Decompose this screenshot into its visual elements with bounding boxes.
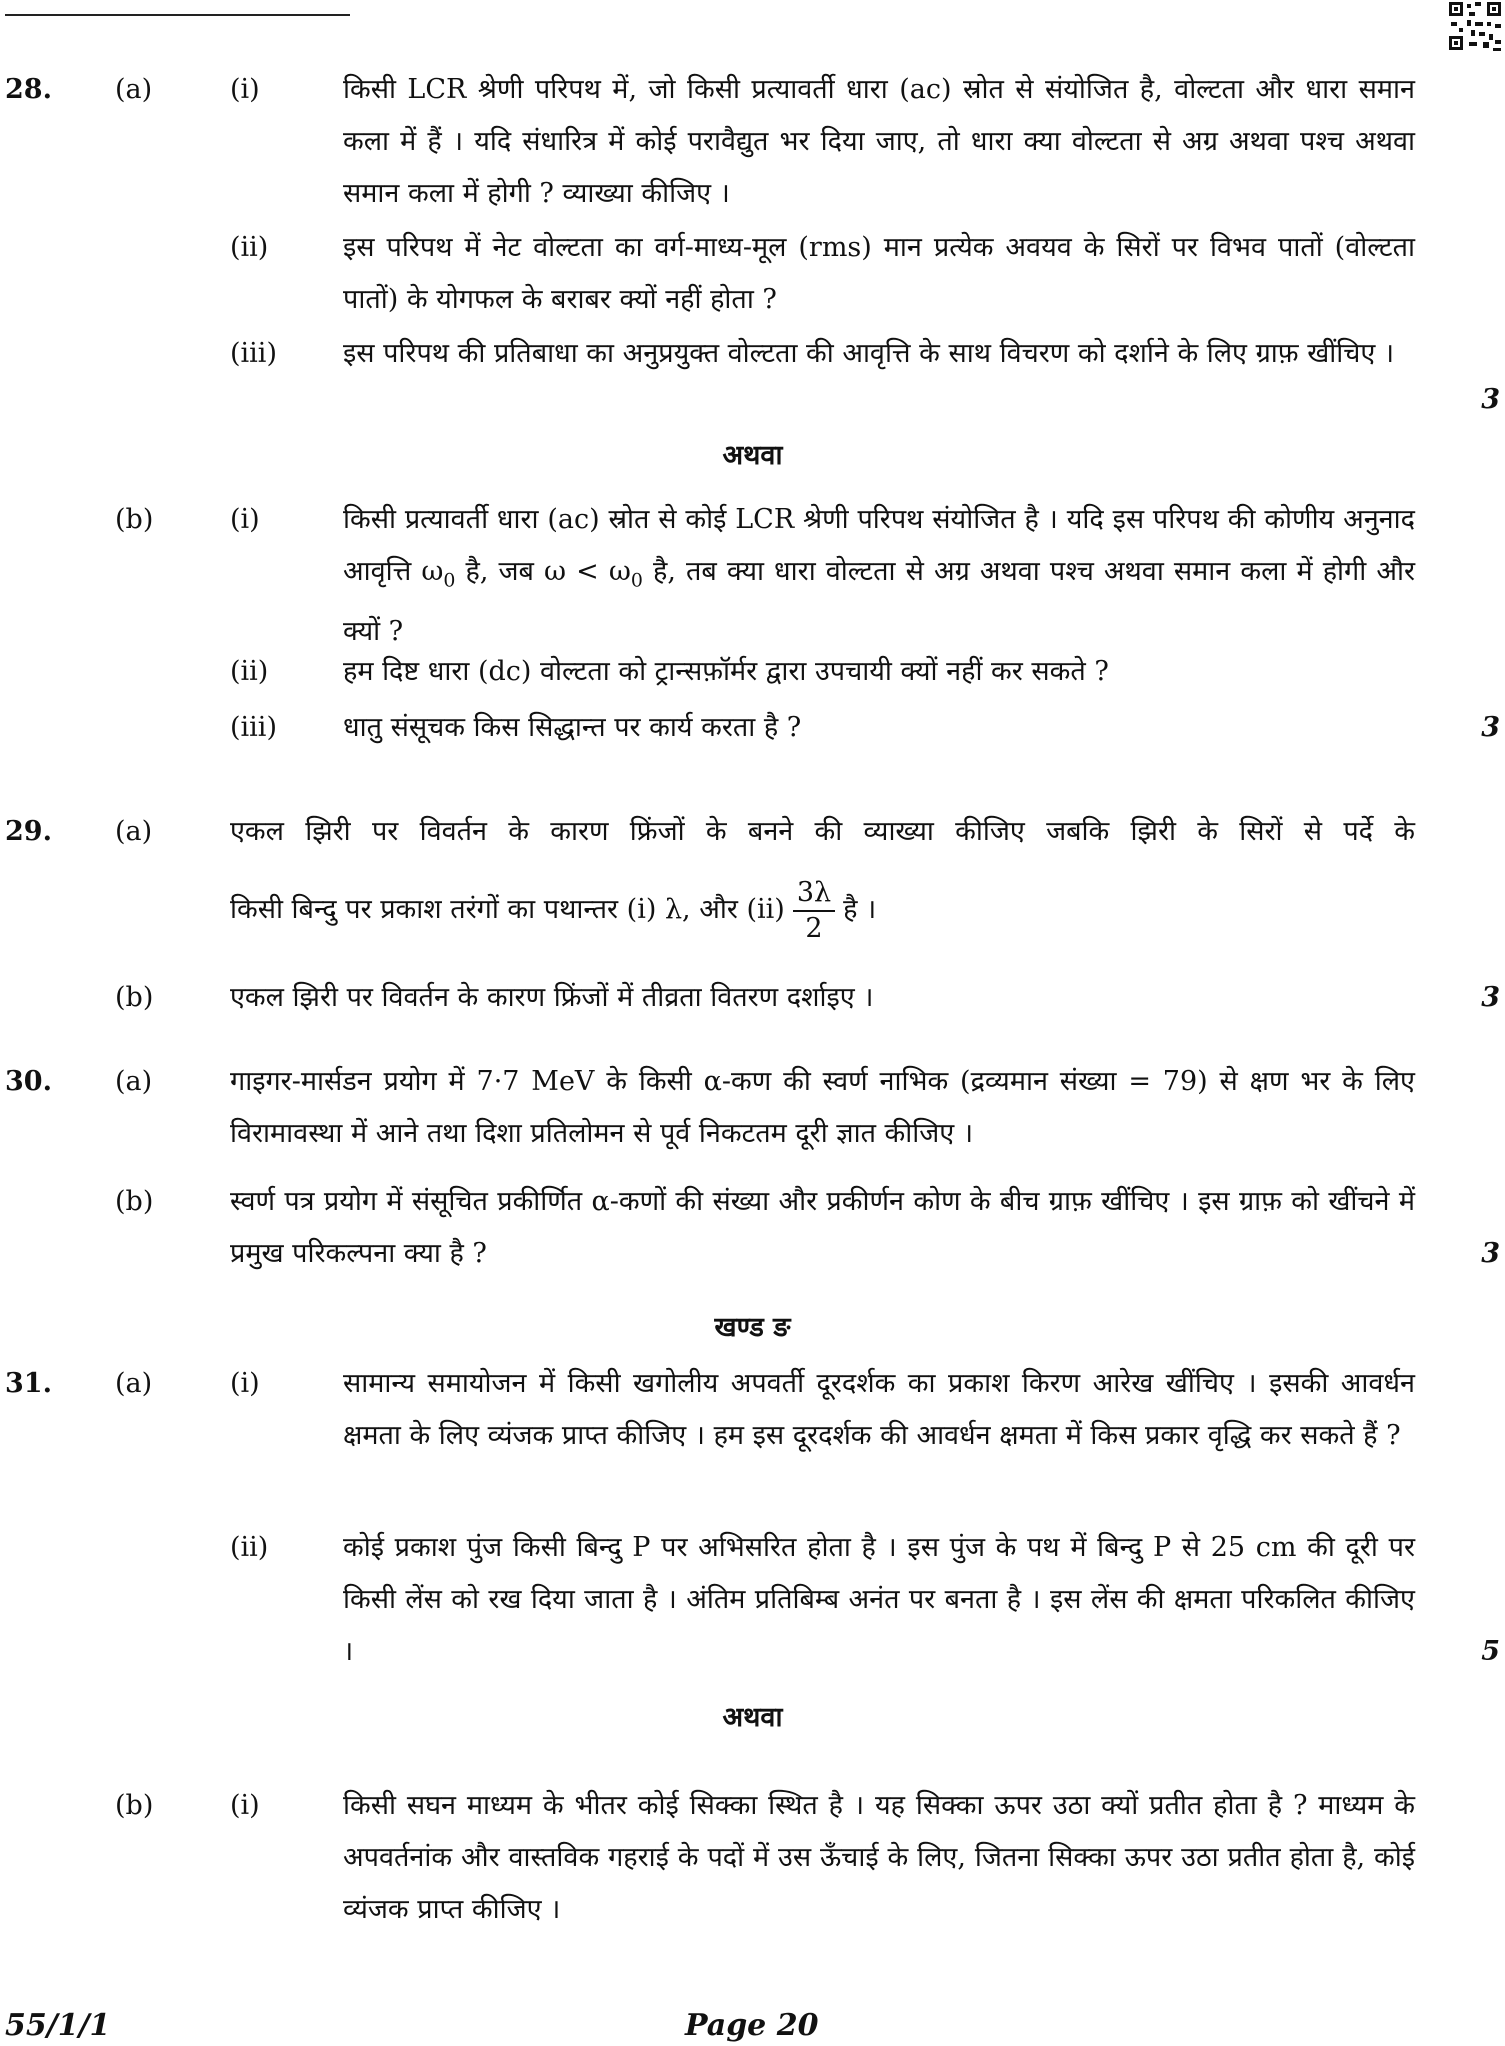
top-rule [5, 14, 350, 16]
marks-q29: 3 [1481, 982, 1500, 1013]
q28-a-iii-text: इस परिपथ की प्रतिबाधा का अनुप्रयुक्त वोल्टता की आवृत्ति के साथ विचरण को दर्शाने के लिए ग्राफ़ खींचिए । [343, 338, 1395, 369]
q30-a-text: गाइगर-मार्सडन प्रयोग में 7·7 MeV के किसी α-कण की स्वर्ण नाभिक (द्रव्यमान संख्या = 79) से क्षण भर के लिए विरामावस्था में आने तथा दिशा प्रतिलोमन से पूर्व निकटतम दूरी ज्ञात कीजिए । [230, 1066, 1415, 1149]
or-separator: अथवा [722, 440, 783, 471]
part-label-b: (b) [115, 982, 154, 1013]
question-number-31: 31. [5, 1368, 52, 1399]
part-label-b: (b) [115, 1186, 154, 1217]
marks-q28-b: 3 [1481, 712, 1500, 743]
section-heading: खण्ड ङ [714, 1312, 791, 1343]
q28-b-i-text: किसी प्रत्यावर्ती धारा (ac) स्रोत से कोई LCR श्रेणी परिपथ संयोजित है । यदि इस परिपथ की कोणीय अनुनाद आवृत्ति $\omega_0$ है, जब $\omega < \omega_0$ है, तब क्या धारा वोल्टता से अग्र अथवा पश्च अथवा समान कला में होगी और क्यों ? [343, 504, 1415, 648]
part-label-a: (a) [115, 74, 153, 105]
subpart-label-iii: (iii) [230, 712, 277, 743]
q28-a-ii-text: इस परिपथ में नेट वोल्टता का वर्ग-माध्य-मूल (rms) मान प्रत्येक अवयव के सिरों पर विभव पातों (वोल्टता पातों) के योगफल के बराबर क्यों नहीं होता ? [343, 232, 1415, 315]
subpart-label-i: (i) [230, 1368, 260, 1399]
subpart-label-ii: (ii) [230, 1532, 269, 1563]
part-label-a: (a) [115, 816, 153, 847]
q31-a-ii-text: कोई प्रकाश पुंज किसी बिन्दु P पर अभिसरित होता है । इस पुंज के पथ में बिन्दु P से 25 cm की दूरी पर किसी लेंस को रख दिया जाता है । अंतिम प्रतिबिम्ब अनंत पर बनता है । इस लेंस की क्षमता परिकलित कीजिए । [343, 1532, 1415, 1667]
q31-a-i-text: सामान्य समायोजन में किसी खगोलीय अपवर्ती दूरदर्शक का प्रकाश किरण आरेख खींचिए । इसकी आवर्धन क्षमता के लिए व्यंजक प्राप्त कीजिए । हम इस दूरदर्शक की आवर्धन क्षमता में किस प्रकार वृद्धि कर सकते हैं ? [343, 1368, 1415, 1451]
q28-b-iii-text: धातु संसूचक किस सिद्धान्त पर कार्य करता है ? [343, 712, 802, 743]
qr-code-icon [1447, 0, 1503, 52]
marks-q31-a: 5 [1481, 1636, 1500, 1667]
subpart-label-ii: (ii) [230, 656, 269, 687]
question-number-30: 30. [5, 1066, 52, 1097]
part-label-b: (b) [115, 1790, 154, 1821]
q28-b-ii-text: हम दिष्ट धारा (dc) वोल्टता को ट्रान्सफ़ॉर्मर द्वारा उपचायी क्यों नहीं कर सकते ? [343, 656, 1109, 687]
subpart-label-i: (i) [230, 1790, 260, 1821]
question-number-28: 28. [5, 74, 52, 105]
q28-a-i-text: किसी LCR श्रेणी परिपथ में, जो किसी प्रत्यावर्ती धारा (ac) स्रोत से संयोजित है, वोल्टता और धारा समान कला में हैं । यदि संधारित्र में कोई परावैद्युत भर दिया जाए, तो धारा क्या वोल्टता से अग्र अथवा पश्च अथवा समान कला में होगी ? व्याख्या कीजिए । [343, 74, 1415, 209]
subpart-label-ii: (ii) [230, 232, 269, 263]
q29-b-text: एकल झिरी पर विवर्तन के कारण फ्रिंजों में तीव्रता वितरण दर्शाइए । [230, 982, 874, 1013]
subpart-label-iii: (iii) [230, 338, 277, 369]
fraction-3-lambda-by-2: $\frac{3\lambda}{2}$ [793, 876, 835, 946]
subpart-label-i: (i) [230, 74, 260, 105]
question-number-29: 29. [5, 816, 52, 847]
marks-q28-a: 3 [1481, 384, 1500, 415]
q29-a-line1: एकल झिरी पर विवर्तन के कारण फ्रिंजों के बनने की व्याख्या कीजिए जबकि झिरी के सिरों से पर्दे के [230, 816, 1415, 847]
or-separator: अथवा [722, 1702, 783, 1733]
paper-code: 55/1/1 [5, 2008, 111, 2043]
q30-b-text: स्वर्ण पत्र प्रयोग में संसूचित प्रकीर्णित α-कणों की संख्या और प्रकीर्णन कोण के बीच ग्राफ़ खींचिए । इस ग्राफ़ को खींचने में प्रमुख परिकल्पना क्या है ? [230, 1186, 1415, 1269]
q31-b-i-text: किसी सघन माध्यम के भीतर कोई सिक्का स्थित है । यह सिक्का ऊपर उठा क्यों प्रतीत होता है ? माध्यम के अपवर्तनांक और वास्तविक गहराई के पदों में उस ऊँचाई के लिए, जितना सिक्का ऊपर उठा प्रतीत होता है, कोई व्यंजक प्राप्त कीजिए । [343, 1790, 1415, 1925]
part-label-a: (a) [115, 1368, 153, 1399]
page-number: Page 20 [685, 2008, 819, 2043]
q29-a-line2: किसी बिन्दु पर प्रकाश तरंगों का पथान्तर (i) λ, और (ii) $\frac{3\lambda}{2}$ है । [230, 876, 877, 944]
marks-q30: 3 [1481, 1238, 1500, 1269]
part-label-a: (a) [115, 1066, 153, 1097]
part-label-b: (b) [115, 504, 154, 535]
subpart-label-i: (i) [230, 504, 260, 535]
